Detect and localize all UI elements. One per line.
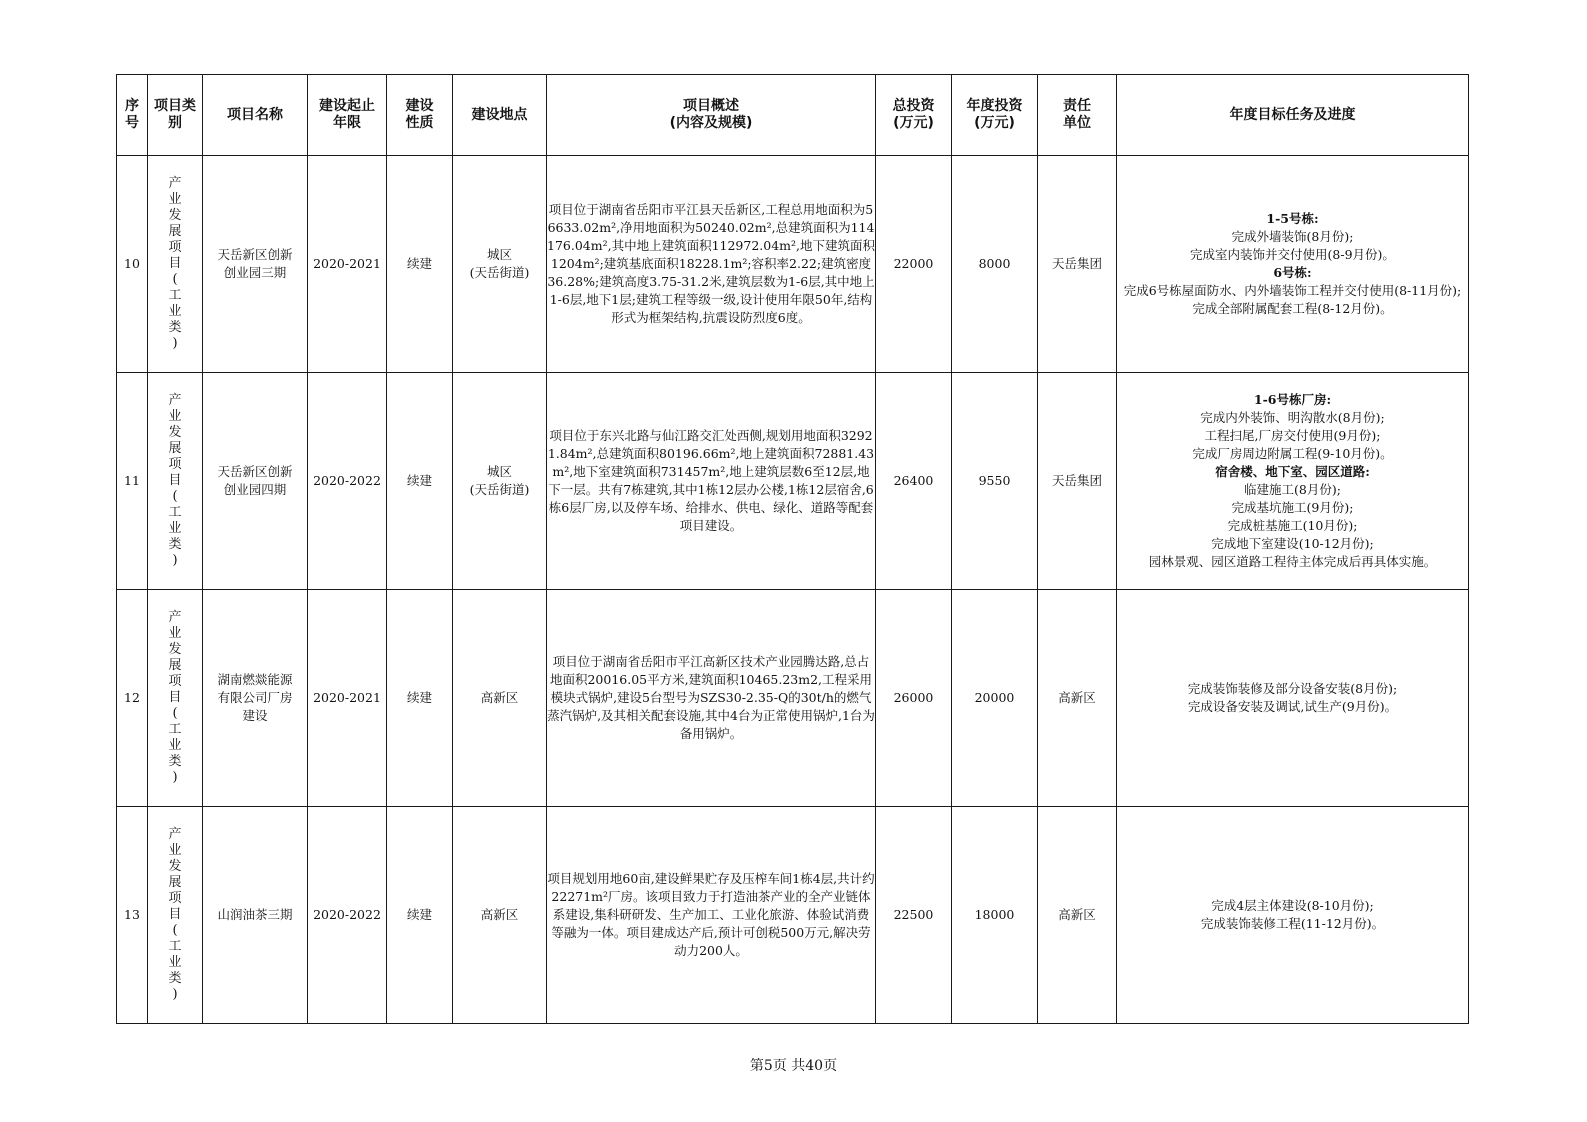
header-text-line: 年限	[333, 115, 361, 131]
header-text-line: 建设地点	[471, 106, 528, 123]
goal-item: 完成外墙装饰(8月份);	[1231, 229, 1354, 244]
category-char: 展	[168, 658, 182, 673]
category-char: 展	[168, 875, 182, 890]
goal-item: 工程扫尾,厂房交付使用(9月份);	[1204, 428, 1381, 443]
cell-total-investment: 26000	[876, 590, 952, 807]
header-row	[117, 75, 1469, 156]
cell-nature: 续建	[387, 156, 453, 373]
goal-heading: 1-6号栋厂房:	[1253, 392, 1332, 407]
category-char: 业	[168, 626, 182, 641]
header-name	[203, 75, 308, 156]
cell-project-name	[203, 373, 308, 590]
header-text-line: (内容及规模)	[669, 115, 753, 131]
category-char: )	[172, 987, 178, 1002]
category-char: )	[172, 770, 178, 785]
goal-item: 完成全部附属配套工程(8-12月份)。	[1192, 301, 1393, 316]
category-char: 工	[168, 939, 182, 954]
category-char: (	[172, 489, 178, 504]
project-name-line: 山润油茶三期	[217, 907, 293, 922]
header-text-line: (万元)	[974, 115, 1015, 131]
category-char: 业	[168, 843, 182, 858]
cell-overview: 项目规划用地60亩,建设鲜果贮存及压榨车间1栋4层,共计约22271m²厂房。该项目致力于打造油茶产业的全产业链体系建设,集科研研发、生产加工、工业化旅游、体验试消费等融为一体。项目建成达产后,预计可创税500万元,解决劳动力200人。	[547, 807, 876, 1024]
header-location	[453, 75, 547, 156]
header-text-line: 项目类	[154, 98, 196, 114]
cell-seq: 12	[117, 590, 148, 807]
category-char: )	[172, 336, 178, 351]
cell-annual-investment: 8000	[952, 156, 1038, 373]
goal-item: 完成装饰装修工程(11-12月份)。	[1200, 916, 1385, 931]
cell-annual-investment: 20000	[952, 590, 1038, 807]
category-char: 目	[168, 256, 182, 271]
category-char: 类	[168, 971, 182, 986]
cell-overview: 项目位于东兴北路与仙江路交汇处西侧,规划用地面积32921.84m²,总建筑面积80196.66m²,地上建筑面积72881.43m²,地下室建筑面积731457m²,地上建筑层数6至12层,地下一层。共有7栋建筑,其中1栋12层办公楼,1栋12层宿舍,6栋6层厂房,以及停车场、给排水、供电、绿化、道路等配套项目建设。	[547, 373, 876, 590]
table-row	[117, 373, 1469, 590]
category-char: 项	[168, 240, 182, 255]
category-vertical-text	[148, 610, 202, 786]
category-char: 发	[168, 425, 182, 440]
cell-overview: 项目位于湖南省岳阳市平江高新区技术产业园腾达路,总占地面积20016.05平方米,建筑面积10465.23m2,工程采用模块式锅炉,建设5台型号为SZS30-2.35-Q的30t/h的燃气蒸汽锅炉,及其相关配套设施,其中4台为正常使用锅炉,1台为备用锅炉。	[547, 590, 876, 807]
header-text-line: 年度投资	[966, 98, 1023, 114]
cell-annual-investment: 9550	[952, 373, 1038, 590]
project-name-line: 湖南燃燚能源	[217, 672, 293, 687]
header-text-line: 建设	[405, 98, 434, 114]
cell-annual-goals	[1117, 590, 1469, 807]
category-char: 类	[168, 320, 182, 335]
category-char: 业	[168, 192, 182, 207]
category-char: (	[172, 272, 178, 287]
category-char: 发	[168, 642, 182, 657]
cell-annual-goals	[1117, 373, 1469, 590]
cell-seq: 11	[117, 373, 148, 590]
category-char: 类	[168, 537, 182, 552]
category-char: 产	[168, 176, 182, 191]
category-char: 项	[168, 674, 182, 689]
location-line: 高新区	[480, 907, 519, 922]
project-name-line: 建设	[242, 708, 268, 723]
project-name-line: 天岳新区创新	[217, 464, 293, 479]
cell-project-name	[203, 156, 308, 373]
goal-item: 完成6号栋屋面防水、内外墙装饰工程并交付使用(8-11月份);	[1123, 283, 1462, 298]
goal-item: 园林景观、园区道路工程待主体完成后再具体实施。	[1148, 554, 1437, 569]
location-line: (天岳街道)	[469, 482, 530, 497]
project-name-line: 有限公司厂房	[217, 690, 293, 705]
cell-nature: 续建	[387, 590, 453, 807]
cell-annual-investment: 18000	[952, 807, 1038, 1024]
header-text-line: 序	[125, 98, 139, 114]
cell-location	[453, 156, 547, 373]
category-char: 业	[168, 738, 182, 753]
category-char: 目	[168, 690, 182, 705]
project-name-line: 创业园三期	[223, 265, 287, 280]
goal-item: 完成室内装饰并交付使用(8-9月份)。	[1190, 247, 1395, 262]
cell-location	[453, 807, 547, 1024]
goal-heading: 1-5号栋:	[1266, 211, 1319, 226]
category-char: 产	[168, 827, 182, 842]
cell-responsible-unit: 高新区	[1038, 807, 1117, 1024]
category-char: 项	[168, 457, 182, 472]
category-char: 展	[168, 441, 182, 456]
header-text-line: 总投资	[892, 98, 935, 114]
cell-responsible-unit: 高新区	[1038, 590, 1117, 807]
category-char: 项	[168, 891, 182, 906]
goal-heading: 6号栋:	[1273, 265, 1312, 280]
cell-total-investment: 22500	[876, 807, 952, 1024]
cell-location	[453, 373, 547, 590]
category-char: (	[172, 923, 178, 938]
category-char: 业	[168, 955, 182, 970]
category-char: 产	[168, 393, 182, 408]
cell-nature: 续建	[387, 373, 453, 590]
table-row	[117, 807, 1469, 1024]
project-name-line: 天岳新区创新	[217, 247, 293, 262]
header-period	[308, 75, 387, 156]
goal-item: 完成4层主体建设(8-10月份);	[1211, 898, 1374, 913]
header-total-investment	[876, 75, 952, 156]
category-char: 目	[168, 907, 182, 922]
goal-item: 临建施工(8月份);	[1244, 482, 1341, 497]
category-char: 工	[168, 505, 182, 520]
category-char: 类	[168, 754, 182, 769]
goal-item: 完成设备安装及调试,试生产(9月份)。	[1187, 699, 1398, 714]
category-char: 目	[168, 473, 182, 488]
header-text-line: 单位	[1063, 115, 1091, 131]
header-overview	[547, 75, 876, 156]
location-line: 城区	[486, 247, 512, 262]
cell-category	[148, 807, 203, 1024]
cell-responsible-unit: 天岳集团	[1038, 156, 1117, 373]
category-char: )	[172, 553, 178, 568]
cell-nature: 续建	[387, 807, 453, 1024]
cell-annual-goals	[1117, 156, 1469, 373]
page-footer: 第5页 共40页	[749, 1058, 838, 1074]
cell-overview: 项目位于湖南省岳阳市平江县天岳新区,工程总用地面积为56633.02m²,净用地面积为50240.02m²,总建筑面积为114176.04m²,其中地上建筑面积112972.04m²,地下建筑面积1204m²;建筑基底面积18228.1m²;容积率2.22;建筑密度36.28%;建筑高度3.75-31.2米,建筑层数为1-6层,其中地上1-6层,地下1层;建筑工程等级一级,设计使用年限50年,结构形式为框架结构,抗震设防烈度6度。	[547, 156, 876, 373]
category-char: 发	[168, 859, 182, 874]
project-name-line: 创业园四期	[223, 482, 287, 497]
category-char: 产	[168, 610, 182, 625]
cell-period: 2020-2022	[308, 373, 387, 590]
category-char: 业	[168, 304, 182, 319]
project-table	[116, 74, 1469, 1024]
cell-total-investment: 26400	[876, 373, 952, 590]
header-text-line: 号	[125, 115, 139, 131]
header-annual-investment	[952, 75, 1038, 156]
category-char: 业	[168, 521, 182, 536]
goal-item: 完成桩基施工(10月份);	[1227, 518, 1358, 533]
header-category	[148, 75, 203, 156]
category-char: 业	[168, 409, 182, 424]
cell-total-investment: 22000	[876, 156, 952, 373]
category-char: 工	[168, 722, 182, 737]
header-text-line: 建设起止	[319, 98, 375, 114]
cell-annual-goals	[1117, 807, 1469, 1024]
header-nature	[387, 75, 453, 156]
goal-item: 完成地下室建设(10-12月份);	[1211, 536, 1374, 551]
goal-item: 完成内外装饰、明沟散水(8月份);	[1200, 410, 1385, 425]
location-line: 城区	[486, 464, 512, 479]
table-row	[117, 590, 1469, 807]
header-text-line: (万元)	[893, 115, 934, 131]
table-row	[117, 156, 1469, 373]
header-seq	[117, 75, 148, 156]
cell-project-name	[203, 590, 308, 807]
cell-period: 2020-2021	[308, 590, 387, 807]
cell-seq: 10	[117, 156, 148, 373]
cell-seq: 13	[117, 807, 148, 1024]
goal-item: 完成装饰装修及部分设备安装(8月份);	[1187, 681, 1398, 696]
category-char: 工	[168, 288, 182, 303]
cell-period: 2020-2022	[308, 807, 387, 1024]
header-annual-goals	[1117, 75, 1469, 156]
header-text-line: 年度目标任务及进度	[1229, 106, 1356, 123]
cell-project-name	[203, 807, 308, 1024]
header-responsible-unit	[1038, 75, 1117, 156]
cell-category	[148, 373, 203, 590]
category-vertical-text	[148, 393, 202, 569]
cell-category	[148, 590, 203, 807]
category-vertical-text	[148, 827, 202, 1003]
header-text-line: 责任	[1063, 98, 1091, 114]
cell-responsible-unit: 天岳集团	[1038, 373, 1117, 590]
category-char: 发	[168, 208, 182, 223]
cell-location	[453, 590, 547, 807]
goal-item: 完成基坑施工(9月份);	[1231, 500, 1354, 515]
goal-item: 完成厂房周边附属工程(9-10月份)。	[1192, 446, 1393, 461]
header-text-line: 性质	[405, 115, 434, 131]
category-char: (	[172, 706, 178, 721]
location-line: (天岳街道)	[469, 265, 530, 280]
location-line: 高新区	[480, 690, 519, 705]
category-char: 展	[168, 224, 182, 239]
goal-heading: 宿舍楼、地下室、园区道路:	[1215, 464, 1370, 479]
header-text-line: 项目名称	[227, 106, 283, 123]
cell-period: 2020-2021	[308, 156, 387, 373]
cell-category	[148, 156, 203, 373]
header-text-line: 别	[168, 115, 182, 131]
header-text-line: 项目概述	[683, 98, 739, 114]
category-vertical-text	[148, 176, 202, 352]
